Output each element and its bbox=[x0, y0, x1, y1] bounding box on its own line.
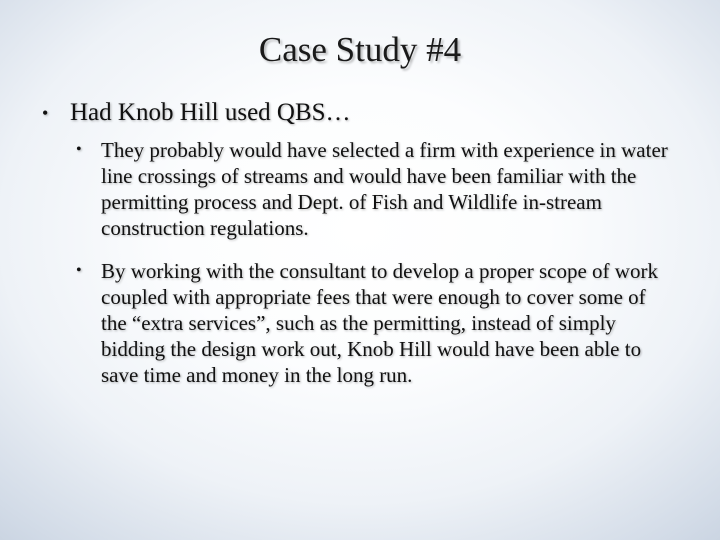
bullet-icon: • bbox=[42, 103, 49, 123]
sub-bullet-text: They probably would have selected a firm with experience in water line crossings of streams and would have been familiar with the permitting process and Dept. of Fish and Wildlife in-stream construction regulations. bbox=[101, 138, 668, 240]
bullet-icon: • bbox=[76, 141, 82, 158]
main-bullet bbox=[42, 96, 682, 130]
sub-bullet-2 bbox=[76, 258, 676, 388]
bullet-icon: • bbox=[76, 262, 82, 279]
sub-bullet-1 bbox=[76, 137, 676, 241]
sub-bullet-text: By working with the consultant to develop a proper scope of work coupled with appropriate fees that were enough to cover some of the “extra services”, such as the permitting, instead of simply bidding the design work out, Knob Hill would have been able to save time and money in the long run. bbox=[101, 259, 658, 387]
slide-title: Case Study #4 bbox=[258, 30, 462, 69]
main-bullet-text: Had Knob Hill used QBS… bbox=[70, 99, 351, 126]
